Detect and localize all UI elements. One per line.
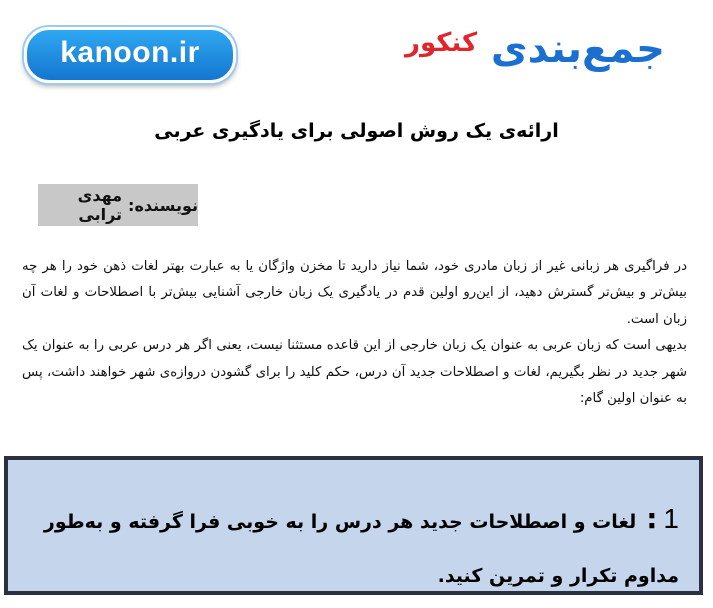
masthead-main: جمع‌بندی (490, 26, 665, 72)
step-separator: : (646, 502, 658, 535)
author-label: نویسنده: (128, 195, 198, 215)
step-callout (4, 456, 703, 595)
article-title: ارائه‌ی یک روش اصولی برای یادگیری عربی (154, 120, 559, 142)
author-name: مهدی ترابی (77, 186, 123, 224)
paragraph-1: در فراگیری هر زبانی غیر از زبان مادری خود، شما نیاز دارید تا مخزن واژگان یا به عبارت بهتر لغات ذهن خود را هر چه بیش‌تر و بیش‌تر گسترش دهید، از این‌رو اولین قدم در یادگیری یک زبان خارجی آشنایی بیش‌تر با اصطلاحات و لغات آن زبان است. (22, 259, 687, 327)
paragraph-2: بدیهی است که زبان عربی به عنوان یک زبان خارجی از این قاعده مستثنا نیست، یعنی اگر هر درس عربی را به عنوان یک شهر جدید در نظر بگیریم، لغات و اصطلاحات جدید آن درس، حکم کلید را برای گشودن دروازه‌ی شهر خواهند داشت، پس به عنوان اولین گام: (22, 338, 687, 407)
masthead (405, 22, 665, 82)
step-line (30, 492, 679, 603)
step-number: 1 (663, 503, 679, 534)
step-text: لغات و اصطلاحات جدید هر درس را به خوبی فرا گرفته و به‌طور مداوم تکرار و تمرین کنید. (43, 511, 679, 587)
masthead-accent: کنکور (405, 28, 478, 58)
author-box (38, 184, 198, 226)
article-body (22, 254, 687, 412)
kanoon-logo[interactable] (24, 27, 236, 83)
logo-text: kanoon.ir (60, 36, 200, 69)
